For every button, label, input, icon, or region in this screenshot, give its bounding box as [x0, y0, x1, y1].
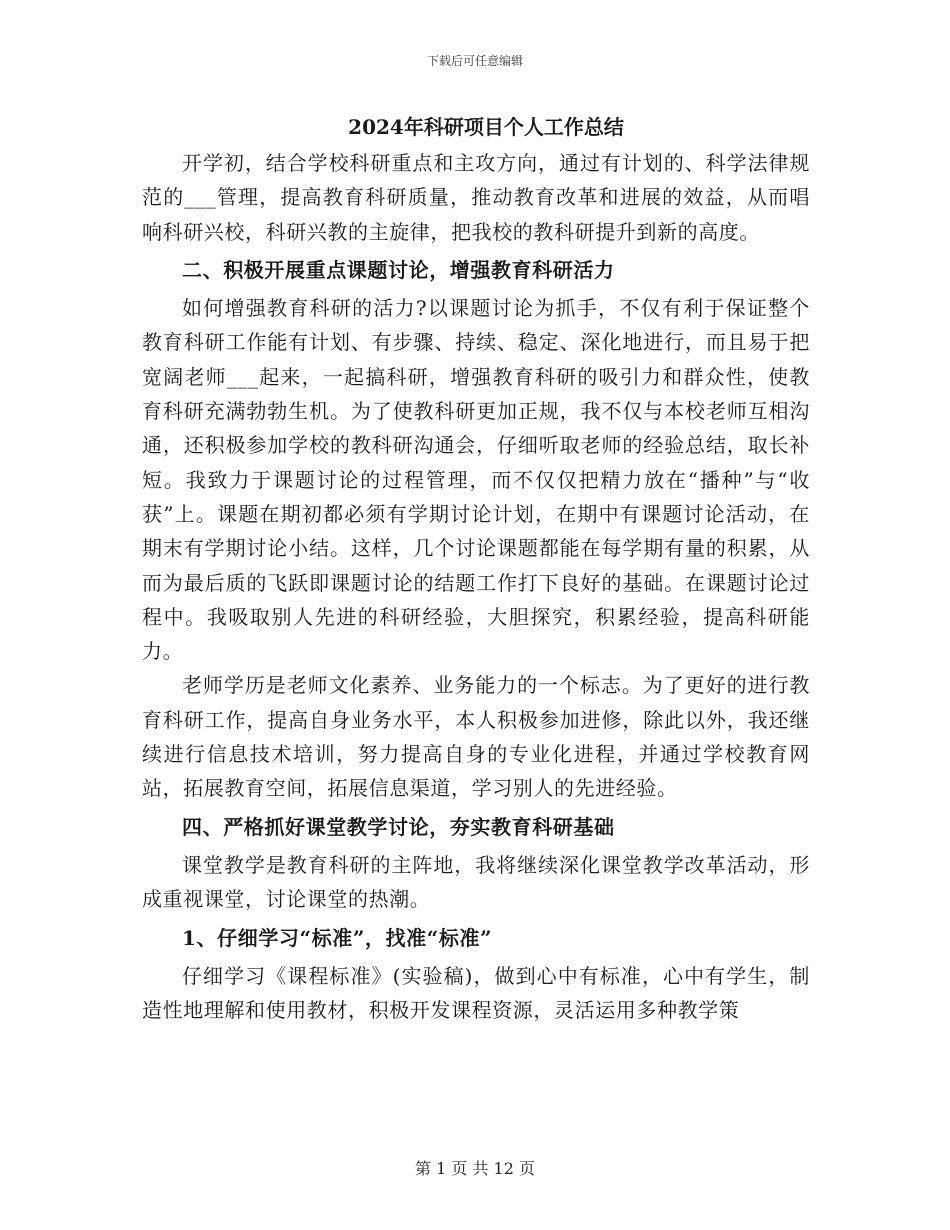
paragraph-classroom: 课堂教学是教育科研的主阵地，我将继续深化课堂教学改革活动，形成重视课堂，讨论课堂的热潮。 — [142, 852, 810, 912]
section-heading-2: 二、积极开展重点课题讨论，增强教育科研活力 — [182, 257, 615, 282]
subsection-heading-1: 1、仔细学习“标准”，找准“标准” — [182, 925, 493, 950]
paragraph-intro: 开学初，结合学校科研重点和主攻方向，通过有计划的、科学法律规范的___管理，提高教育科研质量，推动教育改革和进展的效益，从而唱响科研兴校，科研兴教的主旋律，把我校的教科研提升到新的高度。 — [142, 151, 810, 244]
section-heading-4: 四、严格抓好课堂教学讨论，夯实教育科研基础 — [182, 814, 615, 839]
paragraph-teacher-education: 老师学历是老师文化素养、业务能力的一个标志。为了更好的进行教育科研工作，提高自身业务水平，本人积极参加进修，除此以外，我还继续进行信息技术培训，努力提高自身的专业化进程，并通过学校教育网站，拓展教育空间，拓展信息渠道，学习别人的先进经验。 — [142, 673, 810, 801]
paragraph-research-vitality: 如何增强教育科研的活力?以课题讨论为抓手，不仅有利于保证整个教育科研工作能有计划、有步骤、持续、稳定、深化地进行，而且易于把宽阔老师___起来，一起搞科研，增强教育科研的吸引力和群众性，使教育科研充满勃勃生机。为了使教科研更加正规，我不仅与本校老师互相沟通，还积极参加学校的教科研沟通会，仔细听取老师的经验总结，取长补短。我致力于课题讨论的过程管理，而不仅仅把精力放在“播种”与“收获”上。课题在期初都必须有学期讨论计划，在期中有课题讨论活动，在期末有学期讨论小结。这样，几个讨论课题都能在每学期有量的积累，从而为最后质的飞跃即课题讨论的结题工作打下良好的基础。在课题讨论过程中。我吸取别人先进的科研经验，大胆探究，积累经验，提高科研能力。 — [142, 296, 810, 664]
document-title: 2024年科研项目个人工作总结 — [348, 115, 624, 139]
paragraph-curriculum-standard: 仔细学习《课程标准》(实验稿)，做到心中有标准，心中有学生，制造性地理解和使用教材，积极开发课程资源，灵活运用多种教学策 — [142, 963, 810, 1023]
document-body — [142, 110, 810, 1027]
page-header-note: 下载后可任意编辑 — [426, 54, 523, 68]
page-number: 第 1 页 共 12 页 — [415, 1159, 535, 1178]
